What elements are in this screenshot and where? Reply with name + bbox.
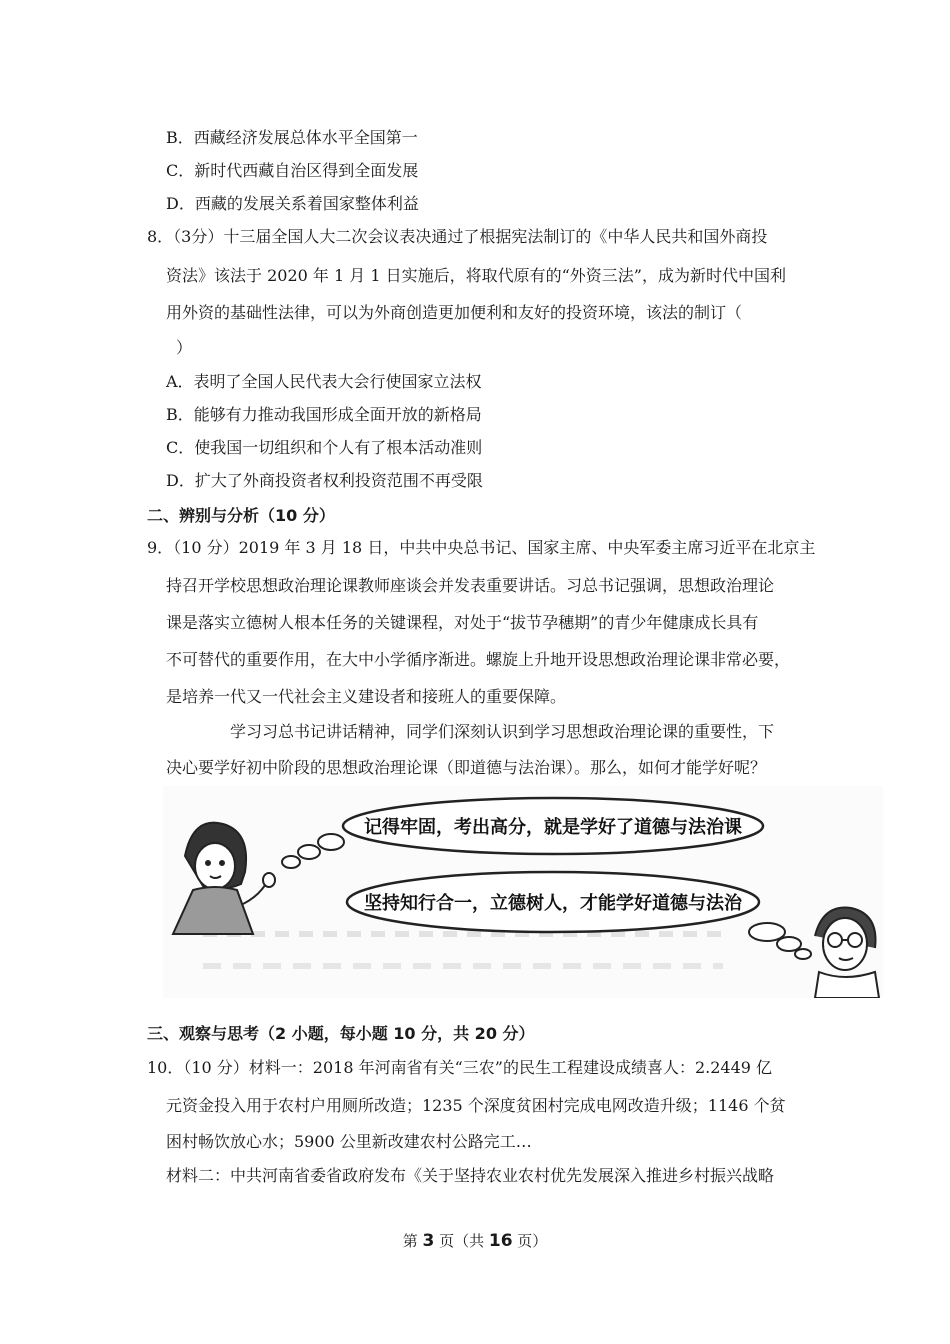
thought-bubble-1	[343, 798, 763, 854]
bubble-2-text: 坚持知行合一，立德树人，才能学好道德与法治	[364, 893, 742, 914]
section-2-heading: 二、辨别与分析（10 分）	[147, 506, 335, 525]
q9-line-2: 持召开学校思想政治理论课教师座谈会并发表重要讲话。习总书记强调，思想政治理论	[166, 576, 775, 595]
q9-line-1: 9．（10 分）2019 年 3 月 18 日，中共中央总书记、国家主席、中央军委主席习近平在北京主	[147, 538, 816, 557]
q10-line-2: 元资金投入用于农村户用厕所改造；1235 个深度贫困村完成电网改造升级；1146 个贫	[166, 1096, 786, 1115]
q10-line-4: 材料二：中共河南省委省政府发布《关于坚持农业农村优先发展深入推进乡村振兴战略	[166, 1166, 775, 1185]
q9-line-4: 不可替代的重要作用，在大中小学循序渐进。螺旋上升地开设思想政治理论课非常必要，	[166, 650, 791, 669]
thought-bubble-2	[347, 872, 759, 932]
q8-stem-line-2: 资法》该法于 2020 年 1 月 1 日实施后，将取代原有的“外资三法”，成为新时代中国利	[166, 266, 786, 285]
footer-suffix: 页）	[512, 1232, 548, 1250]
footer-middle: 页（共	[434, 1232, 489, 1250]
q8-stem-line-4: ）	[176, 338, 193, 357]
q10-line-1: 10．（10 分）材料一：2018 年河南省有关“三农”的民生工程建设成绩喜人：2.2449 亿	[147, 1058, 773, 1077]
q9-line-6: 学习习总书记讲话精神，同学们深刻认识到学习思想政治理论课的重要性，下	[230, 722, 775, 741]
q9-line-7: 决心要学好初中阶段的思想政治理论课（即道德与法治课）。那么，如何才能学好呢？	[166, 758, 767, 777]
q7-option-b: B．西藏经济发展总体水平全国第一	[166, 128, 418, 147]
q8-stem-line-3: 用外资的基础性法律，可以为外商创造更加便利和友好的投资环境，该法的制订（	[166, 303, 743, 322]
q8-stem-line-1: 8．（3分）十三届全国人大二次会议表决通过了根据宪法制订的《中华人民共和国外商投	[147, 227, 768, 246]
q8-option-a: A．表明了全国人民代表大会行使国家立法权	[166, 372, 482, 391]
q10-line-3: 困村畅饮放心水；5900 公里新改建农村公路完工…	[166, 1132, 532, 1151]
q7-option-c: C．新时代西藏自治区得到全面发展	[166, 161, 419, 180]
q8-option-b: B．能够有力推动我国形成全面开放的新格局	[166, 405, 482, 424]
footer-total-pages: 16	[488, 1231, 513, 1251]
page-footer	[0, 1230, 950, 1252]
bubble-1-text: 记得牢固，考出高分，就是学好了道德与法治课	[364, 817, 742, 838]
q7-option-d: D．西藏的发展关系着国家整体利益	[166, 194, 419, 213]
q9-line-5: 是培养一代又一代社会主义建设者和接班人的重要保障。	[166, 687, 567, 706]
section-3-heading: 三、观察与思考（2 小题，每小题 10 分，共 20 分）	[147, 1024, 535, 1043]
q9-line-3: 课是落实立德树人根本任务的关键课程，对处于“拔节孕穗期”的青少年健康成长具有	[166, 613, 759, 632]
q8-option-d: D．扩大了外商投资者权利投资范围不再受限	[166, 471, 483, 490]
q8-option-c: C．使我国一切组织和个人有了根本活动准则	[166, 438, 483, 457]
footer-prefix: 第	[402, 1232, 423, 1250]
cartoon-illustration	[163, 786, 883, 998]
footer-page-number: 3	[422, 1231, 435, 1251]
